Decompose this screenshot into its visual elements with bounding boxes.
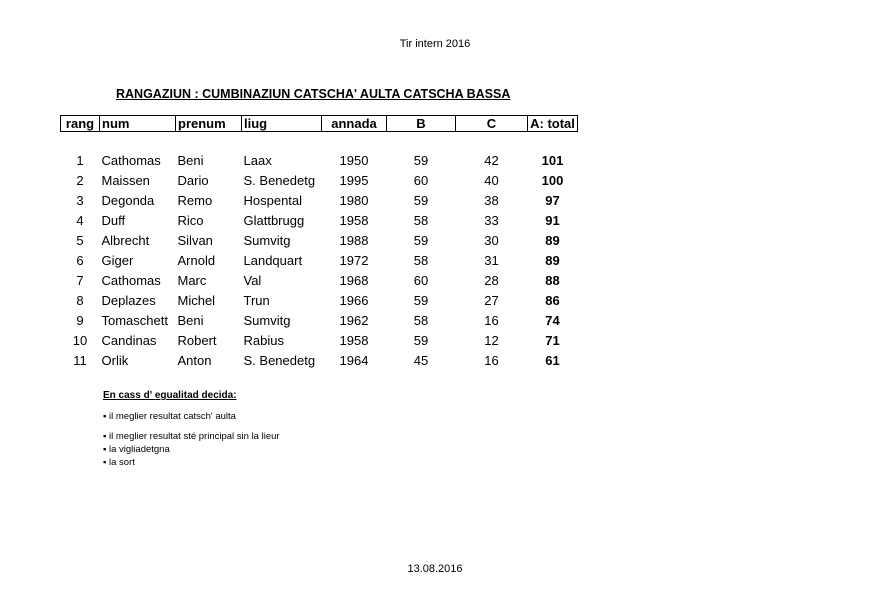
liug-cell: Landquart [243, 253, 303, 268]
annada-cell: 1972 [339, 253, 369, 268]
rang-cell: 11 [73, 353, 87, 368]
c-cell: 38 [484, 193, 499, 208]
table-row [61, 331, 578, 351]
b-cell: 58 [413, 213, 429, 228]
num-cell: Albrecht [101, 233, 150, 248]
num-cell: Cathomas [101, 273, 161, 288]
col-header-total: A: total [528, 116, 578, 132]
annada-cell: 1980 [339, 193, 369, 208]
b-cell: 59 [413, 233, 429, 248]
annada-cell: 1958 [339, 333, 369, 348]
prenum-cell: Remo [177, 193, 213, 208]
annada-cell: 1995 [339, 173, 369, 188]
liug-cell: Glattbrugg [243, 213, 305, 228]
num-cell: Deplazes [101, 293, 156, 308]
notes-item: ▪ la sort [103, 457, 135, 468]
c-cell: 27 [484, 293, 499, 308]
liug-cell: Trun [243, 293, 270, 308]
prenum-cell: Anton [177, 353, 212, 368]
col-header-b: B [387, 116, 456, 132]
prenum-cell: Silvan [177, 233, 213, 248]
page-footer: 13.08.2016 [407, 563, 463, 575]
table-row [61, 171, 578, 191]
total-cell: 61 [545, 353, 560, 368]
annada-cell: 1988 [339, 233, 369, 248]
col-header-prenum: prenum [176, 116, 242, 132]
b-cell: 45 [413, 353, 429, 368]
total-cell: 101 [541, 153, 564, 168]
rang-cell: 7 [76, 273, 84, 288]
annada-cell: 1966 [339, 293, 369, 308]
total-cell: 91 [545, 213, 560, 228]
annada-cell: 1964 [339, 353, 369, 368]
liug-cell: Hospental [243, 193, 303, 208]
total-cell: 97 [545, 193, 560, 208]
num-cell: Candinas [101, 333, 157, 348]
table-row [61, 271, 578, 291]
rang-cell: 8 [76, 293, 84, 308]
c-cell: 16 [484, 353, 499, 368]
table-row [61, 251, 578, 271]
col-header-c: C [456, 116, 528, 132]
notes-item: ▪ il meglier resultat sté principal sin la lieur [103, 431, 280, 442]
total-cell: 86 [545, 293, 560, 308]
num-cell: Tomaschett [101, 313, 168, 328]
page-header: Tir intern 2016 [399, 38, 471, 50]
table-row [61, 231, 578, 251]
tiebreak-notes [103, 390, 280, 469]
b-cell: 58 [413, 253, 429, 268]
rang-cell: 1 [76, 153, 84, 168]
total-cell: 89 [545, 233, 560, 248]
rang-cell: 2 [76, 173, 84, 188]
rang-cell: 5 [76, 233, 84, 248]
notes-title: En cass d' egualitad decida: [103, 390, 237, 401]
b-cell: 59 [413, 153, 429, 168]
col-header-num: num [100, 116, 176, 132]
prenum-cell: Arnold [177, 253, 216, 268]
num-cell: Cathomas [101, 153, 161, 168]
num-cell: Duff [101, 213, 126, 228]
b-cell: 59 [413, 333, 429, 348]
num-cell: Orlik [101, 353, 129, 368]
liug-cell: S. Benedetg [243, 173, 316, 188]
prenum-cell: Dario [177, 173, 209, 188]
total-cell: 71 [545, 333, 560, 348]
liug-cell: Val [243, 273, 262, 288]
liug-cell: Laax [243, 153, 272, 168]
col-header-rang: rang [61, 116, 100, 132]
b-cell: 59 [413, 193, 429, 208]
rang-cell: 6 [76, 253, 84, 268]
annada-cell: 1958 [339, 213, 369, 228]
c-cell: 28 [484, 273, 499, 288]
liug-cell: Sumvitg [243, 313, 291, 328]
b-cell: 59 [413, 293, 429, 308]
c-cell: 40 [484, 173, 499, 188]
liug-cell: Rabius [243, 333, 284, 348]
num-cell: Maissen [101, 173, 150, 188]
liug-cell: S. Benedetg [243, 353, 316, 368]
total-cell: 100 [541, 173, 564, 188]
c-cell: 16 [484, 313, 499, 328]
total-cell: 88 [545, 273, 560, 288]
prenum-cell: Robert [177, 333, 217, 348]
rang-cell: 3 [76, 193, 84, 208]
prenum-cell: Rico [177, 213, 204, 228]
col-header-annada: annada [322, 116, 387, 132]
c-cell: 31 [484, 253, 499, 268]
col-header-liug: liug [242, 116, 322, 132]
table-row [61, 151, 578, 171]
num-cell: Giger [101, 253, 134, 268]
table-row [61, 311, 578, 331]
liug-cell: Sumvitg [243, 233, 291, 248]
table-header-row [61, 116, 578, 132]
annada-cell: 1962 [339, 313, 369, 328]
prenum-cell: Michel [177, 293, 216, 308]
table-row [61, 211, 578, 231]
c-cell: 12 [484, 333, 499, 348]
c-cell: 30 [484, 233, 499, 248]
page-title: RANGAZIUN : CUMBINAZIUN CATSCHA' AULTA CATSCHA BASSA [116, 87, 511, 101]
prenum-cell: Beni [177, 153, 204, 168]
rang-cell: 9 [76, 313, 84, 328]
annada-cell: 1968 [339, 273, 369, 288]
prenum-cell: Beni [177, 313, 204, 328]
rang-cell: 10 [72, 333, 88, 348]
c-cell: 42 [484, 153, 499, 168]
total-cell: 74 [545, 313, 560, 328]
total-cell: 89 [545, 253, 560, 268]
c-cell: 33 [484, 213, 499, 228]
table-row [61, 291, 578, 311]
prenum-cell: Marc [177, 273, 207, 288]
notes-item: ▪ il meglier resultat catsch' aulta [103, 411, 236, 422]
b-cell: 60 [413, 173, 429, 188]
notes-item: ▪ la vigliadetgna [103, 444, 170, 455]
b-cell: 58 [413, 313, 429, 328]
table-row [61, 351, 578, 371]
annada-cell: 1950 [339, 153, 369, 168]
rang-cell: 4 [76, 213, 84, 228]
b-cell: 60 [413, 273, 429, 288]
results-table [60, 115, 578, 371]
num-cell: Degonda [101, 193, 155, 208]
table-row [61, 191, 578, 211]
